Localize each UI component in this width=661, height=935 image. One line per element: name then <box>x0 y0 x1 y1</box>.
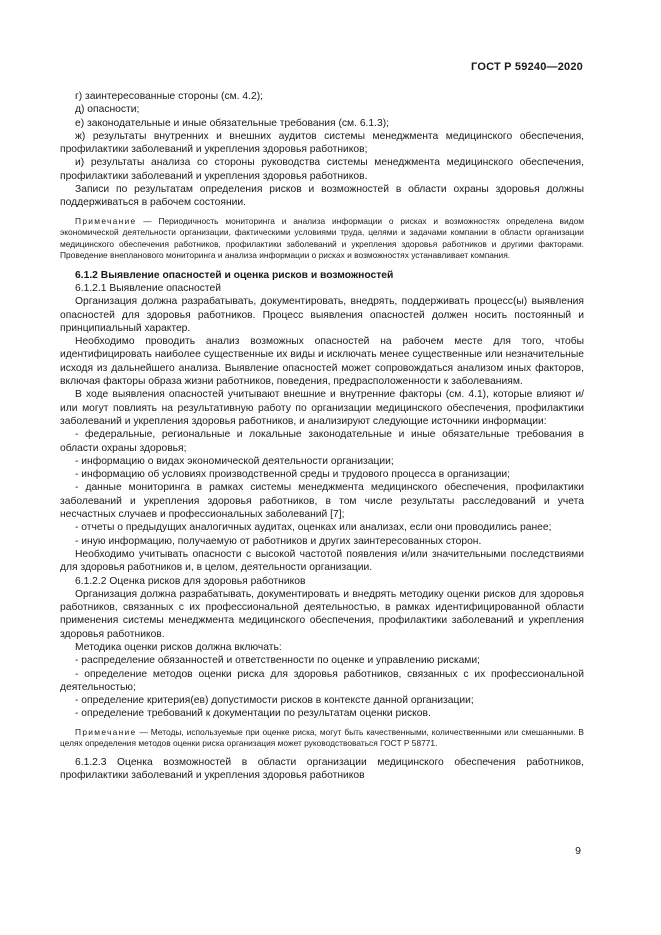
note-text: — Методы, используемые при оценке риска, могут быть качественными, количественными или смешанными. В целях определения методов оценки риска организация может руководствоваться ГОСТ Р 58771. <box>60 726 584 749</box>
note-label: Примечание <box>75 215 137 226</box>
list-item: - отчеты о предыдущих аналогичных аудитах, оценках или анализах, если они проводились ранее; <box>75 522 552 534</box>
list-item: - федеральные, региональные и локальные законодательные и иные обязательные требования в области охраны здоровья; <box>60 429 584 454</box>
paragraph: Методика оценки рисков должна включать: <box>75 641 282 653</box>
note-risk-methods <box>60 727 584 750</box>
list-item: - определение критерия(ев) допустимости рисков в контексте данной организации; <box>75 695 474 707</box>
subsection-heading-6-1-2-2: 6.1.2.2 Оценка рисков для здоровья работников <box>75 575 306 587</box>
paragraph: Необходимо учитывать опасности с высокой частотой появления и/или значительными последствиями для здоровья работников и, в целом, деятельности организации. <box>60 548 584 574</box>
list-item: - информацию о видах экономической деятельности организации; <box>75 455 394 467</box>
list-item-zh: ж) результаты внутренних и внешних аудитов системы менеджмента медицинского обеспечения, профилактики заболеваний и укрепления здоровья работников; <box>60 130 584 156</box>
section-heading-6-1-2: 6.1.2 Выявление опасностей и оценка рисков и возможностей <box>75 269 394 281</box>
paragraph: Организация должна разрабатывать, документировать и внедрять методику оценки рисков для здоровья работников, связанных с их профессиональной деятельностью, в рамках идентифицированной области применения системы менеджмента медицинского обеспечения, профилактики заболеваний и укрепления здоровья работников. <box>60 588 584 640</box>
list-item-d: д) опасности; <box>75 104 140 116</box>
list-item: - определение методов оценки риска для здоровья работников, связанных с их профессиональной деятельностью; <box>60 668 584 693</box>
subsection-heading-6-1-2-3: 6.1.2.3 Оценка возможностей в области организации медицинского обеспечения работников, профилактики заболеваний и укрепления здоровья работников <box>60 756 584 782</box>
note-label: Примечание <box>75 726 137 737</box>
list-item: - определение требований к документации по результатам оценки рисков. <box>75 708 431 720</box>
paragraph: В ходе выявления опасностей учитывают внешние и внутренние факторы (см. 4.1), которые влияют и/или могут повлиять на результативную работу по организации медицинского обеспечения, профилактики заболеваний и укрепления здоровья работников, и анализируют следующие источники информации: <box>60 389 584 427</box>
list-item: - данные мониторинга в рамках системы менеджмента медицинского обеспечения, профилактики заболеваний и укрепления здоровья работников, в том числе результаты расследований и учета несчастных случаев и профессиональных заболеваний [7]; <box>60 482 584 521</box>
list-item-g: г) заинтересованные стороны (см. 4.2); <box>75 91 264 102</box>
document-body <box>60 90 584 782</box>
list-item: - распределение обязанностей и ответственности по оценке и управлению рисками; <box>75 655 480 667</box>
list-item-e: е) законодательные и иные обязательные требования (см. 6.1.3); <box>75 117 390 129</box>
list-item: - информацию об условиях производственной среды и трудового процесса в организации; <box>75 469 510 481</box>
list-item-i: и) результаты анализа со стороны руководства системы менеджмента медицинского обеспечения, профилактики заболеваний и укрепления здоровья работников. <box>60 157 584 182</box>
note-text: — Периодичность мониторинга и анализа информации о рисках и возможностях определена видом экономической деятельности организации, фактическими условиями труда, целями и задачами компании в области организации медицинского обеспечения работников, профилактики заболеваний и укрепления здоровья работников и другими факторами. Проведение внепланового мониторинга и анализа информации о рисках и возможностях устанавливает компания. <box>60 215 584 261</box>
paragraph: Необходимо проводить анализ возможных опасностей на рабочем месте для того, чтобы идентифицировать наиболее существенные их виды и исключать менее существенные или незначительные исходя из дальнейшего анализа. Выявление опасностей может сопровождаться анализом иных факторов, включая факторы образа жизни работников, поведения, предрасположенности к заболеваниям. <box>60 336 584 388</box>
list-item: - иную информацию, получаемую от работников и других заинтересованных сторон. <box>75 535 482 547</box>
records-paragraph: Записи по результатам определения рисков и возможностей в области охраны здоровья должны поддерживаться в рабочем состоянии. <box>60 184 584 209</box>
subsection-heading-6-1-2-1: 6.1.2.1 Выявление опасностей <box>75 282 222 294</box>
page-number: 9 <box>575 845 581 857</box>
note-monitoring <box>60 216 584 262</box>
standard-code-header: ГОСТ Р 59240—2020 <box>471 61 583 73</box>
paragraph: Организация должна разрабатывать, документировать, внедрять, поддерживать процесс(ы) выявления опасностей для здоровья работников. Процесс выявления опасностей должен носить постоянный и принципиальный характер. <box>60 296 584 334</box>
